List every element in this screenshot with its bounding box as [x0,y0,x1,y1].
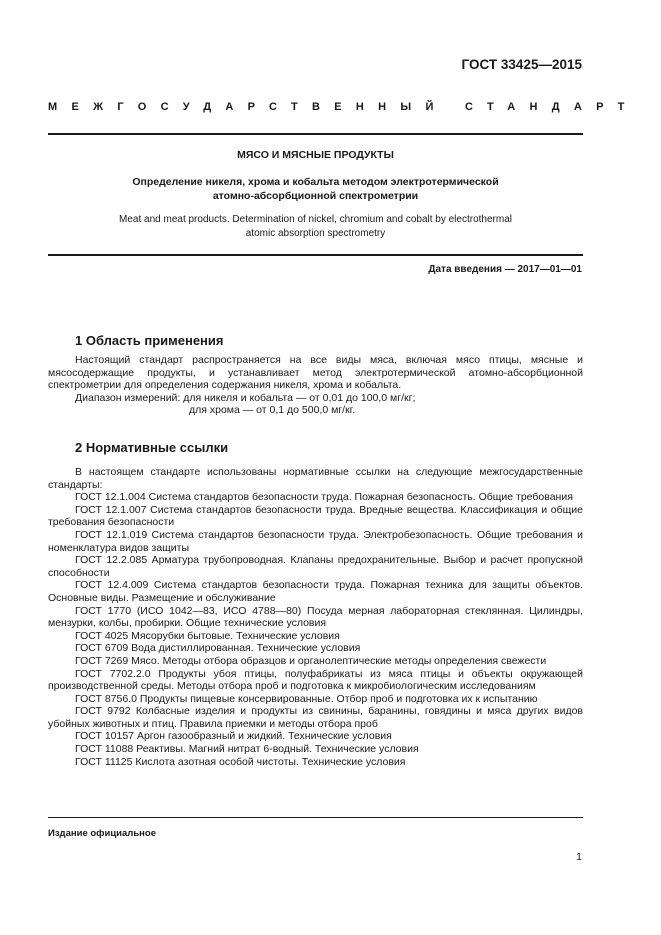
subtitle-ru-line: Определение никеля, хрома и кобальта методом электротермической [132,176,499,188]
title-rule [48,254,583,256]
reference-item: ГОСТ 6709 Вода дистиллированная. Технические условия [75,642,361,655]
reference-item: ГОСТ 12.1.019 Система стандартов безопасности труда. Электробезопасность. Общие требования и номенклатура видов защиты [48,528,583,554]
reference-item: ГОСТ 10157 Аргон газообразный и жидкий. Технические условия [75,730,392,743]
introduction-date: Дата введения — 2017—01—01 [428,264,582,275]
document-title: МЯСО И МЯСНЫЕ ПРОДУКТЫ [237,149,394,161]
section-scope-body [48,354,583,417]
reference-item: ГОСТ 4025 Мясорубки бытовые. Технические условия [75,629,340,642]
paragraph: Настоящий стандарт распространяется на все виды мяса, включая мясо птицы, мясные и мясосодержащие продукты, и устанавливает метод электротермической атомно-абсорбционной спектрометрии для определения содержания никеля, хрома и кобальта. [48,354,583,392]
subtitle-en-line: Meat and meat products. Determination of nickel, chromium and cobalt by electrothermal [119,214,512,225]
measurement-range: Диапазон измерений: для никеля и кобальта — от 0,01 до 100,0 мг/кг; [75,391,416,404]
official-edition-label: Издание официальное [48,828,156,839]
paragraph: В настоящем стандарте использованы нормативные ссылки на следующие межгосударственные стандарты: [48,466,583,491]
interstate-standard-label: МЕЖГОСУДАРСТВЕННЫЙ СТАНДАРТ [48,101,639,113]
section-references-body [48,466,583,768]
subtitle-ru-line: атомно-абсорбционной спектрометрии [212,190,419,202]
section-heading: 2 Нормативные ссылки [75,440,229,455]
page-number: 1 [576,851,582,863]
reference-item: ГОСТ 12.1.004 Система стандартов безопасности труда. Пожарная безопасность. Общие требования [75,491,573,504]
measurement-range: для хрома — от 0,1 до 500,0 мг/кг. [189,404,356,417]
reference-item: ГОСТ 9792 Колбасные изделия и продукты из свинины, баранины, говядины и мяса других видов убойных животных и птиц. Правила приемки и методы отбора проб [48,705,583,730]
reference-item: ГОСТ 8756.0 Продукты пищевые консервированные. Отбор проб и подготовка их к испытанию [75,692,538,705]
standard-code: ГОСТ 33425—2015 [461,57,582,72]
reference-item: ГОСТ 11125 Кислота азотная особой чистоты. Технические условия [75,755,406,768]
reference-item: ГОСТ 12.1.007 Система стандартов безопасности труда. Вредные вещества. Классификация и общие требования безопасности [48,503,583,529]
subtitle-en-line: atomic absorption spectrometry [245,228,386,239]
header-rule [48,133,583,135]
reference-item: ГОСТ 1770 (ИСО 1042—83, ИСО 4788—80) Посуда мерная лабораторная стеклянная. Цилиндры, мензурки, колбы, пробирки. Общие технические условия [48,604,583,630]
document-subtitle-ru [48,175,583,203]
document-subtitle-en [48,213,583,241]
reference-item: ГОСТ 7269 Мясо. Методы отбора образцов и органолептические методы определения свежести [75,654,547,667]
footer-rule [48,817,583,818]
reference-item: ГОСТ 11088 Реактивы. Магний нитрат 6-водный. Технические условия [75,743,419,756]
reference-item: ГОСТ 7702.2.0 Продукты убоя птицы, полуфабрикаты из мяса птицы и объекты окружающей производственной среды. Методы отбора проб и подготовка к микробиологическим исследованиям [48,667,583,693]
reference-item: ГОСТ 12.2.085 Арматура трубопроводная. Клапаны предохранительные. Выбор и расчет пропускной способности [48,554,583,579]
section-heading: 1 Область применения [75,333,224,348]
reference-item: ГОСТ 12.4.009 Система стандартов безопасности труда. Пожарная техника для защиты объектов. Основные виды. Размещение и обслуживание [48,579,583,604]
